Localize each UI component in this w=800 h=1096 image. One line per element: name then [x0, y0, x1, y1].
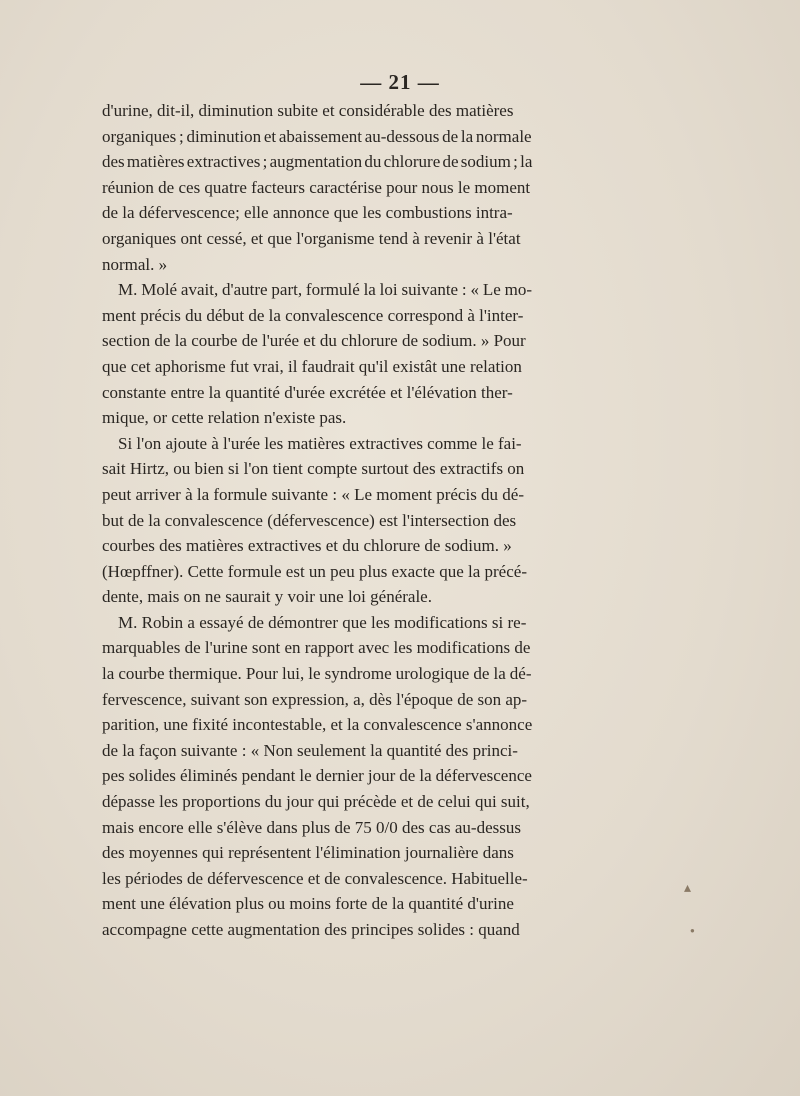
paragraph-4 — [102, 610, 532, 943]
text-line: des moyennes qui représentent l'élimination journalière dans — [102, 843, 514, 863]
text-line: sait Hirtz, ou bien si l'on tient compte surtout des extractifs on — [102, 459, 525, 479]
text-line: fervescence, suivant son expression, a, dès l'époque de son ap- — [102, 689, 528, 709]
text-line: M. Robin a essayé de démontrer que les modifications si re- — [118, 612, 527, 632]
text-line: dente, mais on ne saurait y voir une loi générale. — [102, 587, 432, 607]
paragraph-1 — [102, 98, 532, 277]
body-text — [102, 98, 532, 943]
text-line: de la défervescence; elle annonce que les combustions intra- — [102, 203, 513, 223]
text-line: M. Molé avait, d'autre part, formulé la loi suivante : « Le mo- — [118, 280, 532, 300]
text-line: Si l'on ajoute à l'urée les matières extractives comme le fai- — [118, 433, 522, 453]
text-line: normal. » — [102, 254, 168, 274]
text-line: que cet aphorisme fut vrai, il faudrait qu'il existât une relation — [102, 356, 522, 376]
text-line: des matières extractives ; augmentation du chlorure de sodium ; la — [102, 152, 533, 172]
text-line: pes solides éliminés pendant le dernier jour de la défervescence — [102, 766, 532, 786]
text-line: mais encore elle s'élève dans plus de 75 0/0 des cas au-dessus — [102, 817, 521, 837]
text-line: réunion de ces quatre facteurs caractérise pour nous le moment — [102, 177, 531, 197]
text-line: section de la courbe de l'urée et du chlorure de sodium. » Pour — [102, 331, 526, 351]
text-line: peut arriver à la formule suivante : « Le moment précis du dé- — [102, 484, 525, 504]
text-line: la courbe thermique. Pour lui, le syndrome urologique de la dé- — [102, 664, 532, 684]
text-line: organiques ; diminution et abaissement au-dessous de la normale — [102, 126, 532, 146]
text-line: marquables de l'urine sont en rapport avec les modifications de — [102, 638, 531, 658]
page-number: — 21 — — [360, 70, 440, 94]
text-line: but de la convalescence (défervescence) est l'intersection des — [102, 510, 517, 530]
text-line: parition, une fixité incontestable, et la convalescence s'annonce — [102, 715, 533, 735]
text-line: courbes des matières extractives et du chlorure de sodium. » — [102, 536, 512, 556]
text-line: dépasse les proportions du jour qui précède et de celui qui suit, — [102, 792, 530, 812]
text-line: organiques ont cessé, et que l'organisme tend à revenir à l'état — [102, 228, 521, 248]
text-line: accompagne cette augmentation des principes solides : quand — [102, 920, 520, 939]
text-line: de la façon suivante : « Non seulement la quantité des princi- — [102, 740, 518, 760]
text-line: mique, or cette relation n'existe pas. — [102, 408, 347, 428]
text-line: ment précis du début de la convalescence correspond à l'inter- — [102, 305, 524, 325]
text-line: les périodes de défervescence et de convalescence. Habituelle- — [102, 868, 528, 888]
text-line: d'urine, dit-il, diminution subite et considérable des matières — [102, 101, 514, 120]
text-line: (Hœpffner). Cette formule est un peu plus exacte que la précé- — [102, 561, 527, 581]
paper-speck: ▴ — [684, 881, 692, 896]
text-line: ment une élévation plus ou moins forte de la quantité d'urine — [102, 894, 514, 914]
paper-speck: ● — [690, 926, 695, 935]
text-line: constante entre la quantité d'urée excrétée et l'élévation ther- — [102, 382, 513, 402]
paragraph-3 — [102, 431, 532, 610]
paragraph-2 — [102, 277, 532, 431]
